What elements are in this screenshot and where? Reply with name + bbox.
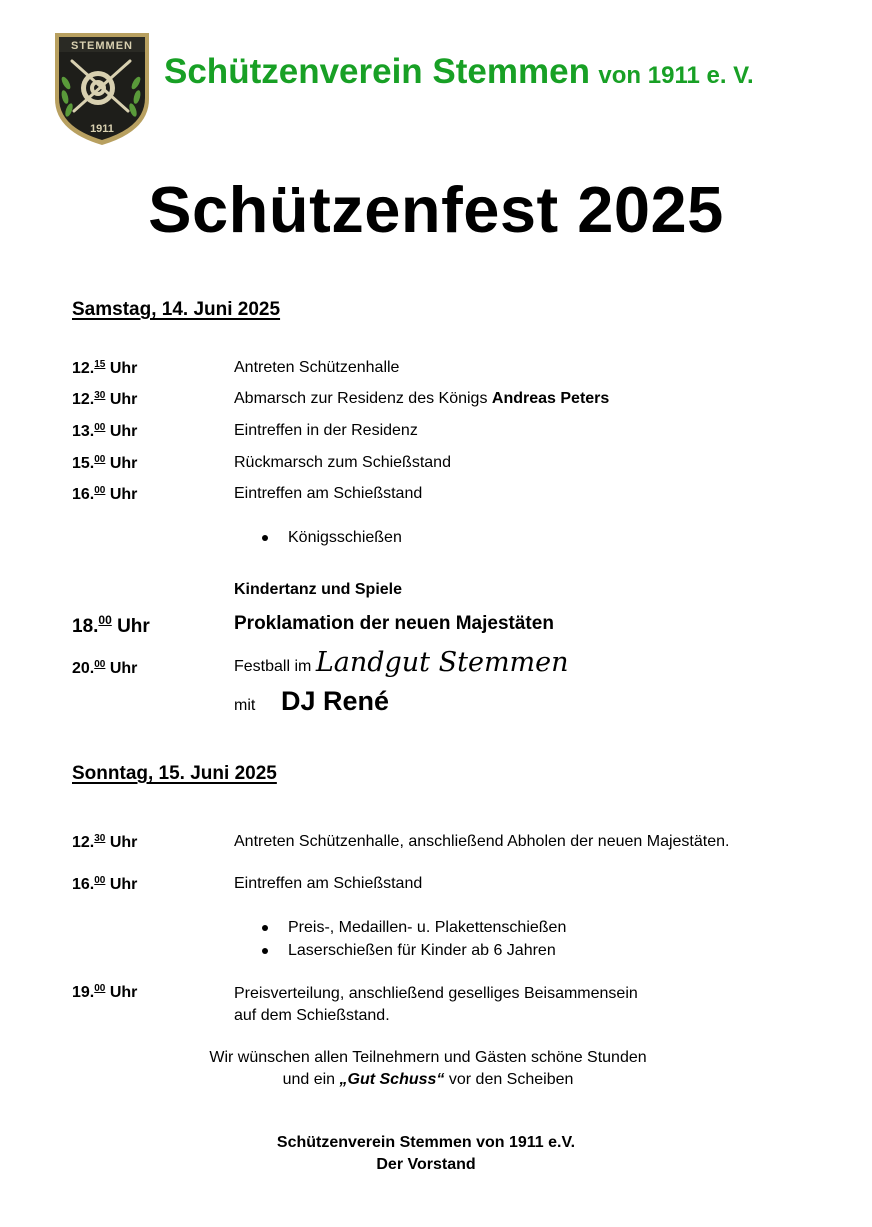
event-time: 16.00 Uhr bbox=[72, 485, 138, 503]
event-description: Antreten Schützenhalle, anschließend Abholen der neuen Majestäten. bbox=[234, 833, 730, 850]
event-description: Eintreffen in der Residenz bbox=[234, 422, 418, 439]
dj-name: DJ René bbox=[281, 686, 390, 716]
event-description: Eintreffen am Schießstand bbox=[234, 875, 423, 892]
king-name: Andreas Peters bbox=[491, 390, 610, 407]
club-crest-logo bbox=[52, 31, 152, 147]
event-time: 20.00 Uhr bbox=[72, 659, 138, 677]
event-time: 16.00 Uhr bbox=[72, 875, 138, 893]
sunday-bullets bbox=[262, 916, 566, 962]
page-title: Schützenfest 2025 bbox=[148, 173, 724, 246]
event-time: 13.00 Uhr bbox=[72, 422, 138, 440]
event-time: 18.00 Uhr bbox=[72, 613, 150, 637]
venue-name: Landgut Stemmen bbox=[315, 647, 569, 678]
event-description: Antreten Schützenhalle bbox=[234, 359, 400, 376]
saturday-bullets bbox=[262, 526, 402, 549]
event-time: 12.30 Uhr bbox=[72, 390, 138, 408]
event-description: Eintreffen am Schießstand bbox=[234, 485, 423, 502]
club-title bbox=[164, 52, 754, 92]
list-item: Laserschießen für Kinder ab 6 Jahren bbox=[262, 939, 566, 962]
dj-line: mit DJ René bbox=[234, 686, 390, 716]
list-item: Königsschießen bbox=[262, 526, 402, 549]
crest-top-text: STEMMEN bbox=[71, 40, 133, 52]
proclamation-text: Proklamation der neuen Majestäten bbox=[234, 613, 554, 634]
event-time: 15.00 Uhr bbox=[72, 454, 138, 472]
sunday-heading: Sonntag, 15. Juni 2025 bbox=[72, 763, 277, 784]
event-description: Abmarsch zur Residenz des Königs Andreas Peters bbox=[234, 390, 610, 407]
club-name: Schützenverein Stemmen bbox=[164, 52, 590, 91]
kids-program: Kindertanz und Spiele bbox=[234, 581, 403, 598]
event-time: 19.00 Uhr bbox=[72, 983, 138, 1001]
gut-schuss: „Gut Schuss“ bbox=[339, 1071, 445, 1088]
closing-wish: Wir wünschen allen Teilnehmern und Gästen schöne Stunden und ein „Gut Schuss“ vor den Scheiben bbox=[209, 1049, 647, 1088]
crest-year-text: 1911 bbox=[90, 123, 114, 135]
festball-line: Festball im Landgut Stemmen bbox=[234, 647, 569, 678]
club-suffix: von 1911 e. V. bbox=[598, 62, 754, 89]
event-description: Rückmarsch zum Schießstand bbox=[234, 454, 451, 471]
signature: Schützenverein Stemmen von 1911 e.V. Der Vorstand bbox=[276, 1134, 576, 1173]
saturday-heading: Samstag, 14. Juni 2025 bbox=[72, 299, 281, 320]
event-time: 12.30 Uhr bbox=[72, 833, 138, 851]
event-time: 12.15 Uhr bbox=[72, 359, 138, 377]
event-description: Preisverteilung, anschließend geselliges Beisammensein auf dem Schießstand. bbox=[234, 985, 638, 1024]
list-item: Preis-, Medaillen- u. Plakettenschießen bbox=[262, 916, 566, 939]
